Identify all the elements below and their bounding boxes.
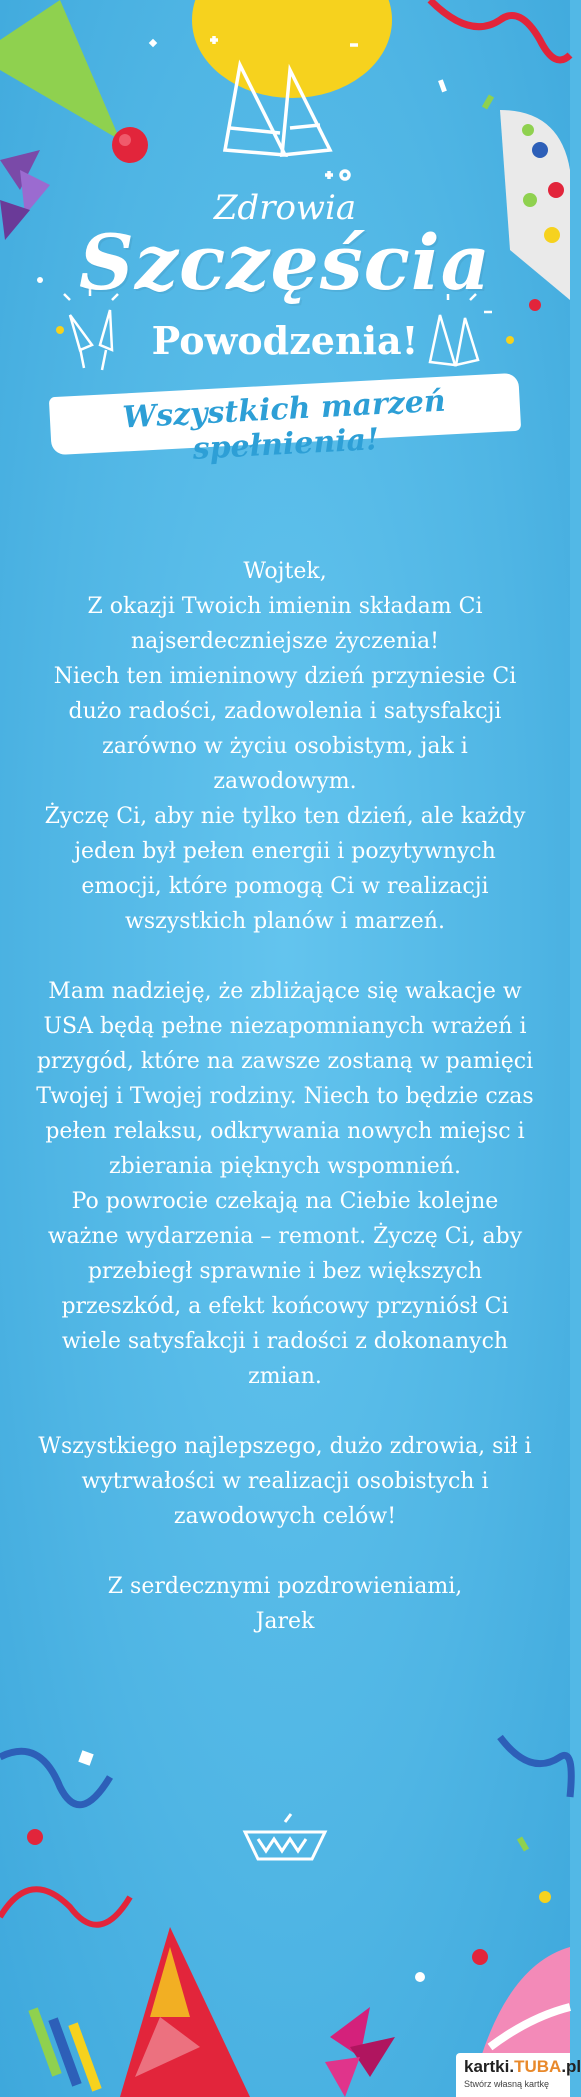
message-greeting: Wojtek, (243, 559, 327, 584)
message-paragraph: Po powrocie czekają na Ciebie kolejne ważne wydarzenia – remont. Życzę Ci, aby przebiegł sprawnie i bez większych przeszkód, a efekt końcowy przyniósł Ci wiele satysfakcji i radości z dokonanych zmian. (47, 1189, 523, 1389)
message-paragraph: Niech ten imieninowy dzień przyniesie Ci dużo radości, zadowolenia i satysfakcji zarówno w życiu osobistym, jak i zawodowym. (53, 664, 517, 794)
party-hat-icon (120, 1927, 250, 2097)
header-banner-text: Wszystkich marzeń spełnienia! (121, 383, 447, 467)
ribbon-icon (0, 1751, 110, 1804)
message-paragraph: Życzę Ci, aby nie tylko ten dzień, ale każdy jeden był pełen energii i pozytywnych emocji, które pomogą Ci w realizacji wszystkich planów i marzeń. (44, 804, 526, 934)
party-horn-icon (245, 1814, 325, 1859)
candles-icon (28, 2007, 101, 2091)
message-paragraph: Z okazji Twoich imienin składam Ci najserdeczniejsze życzenia! (87, 594, 483, 654)
header-line-zdrowia: Zdrowia (213, 188, 357, 228)
gift-bow-icon (325, 2007, 395, 2097)
brand-logo[interactable] (456, 2053, 581, 2097)
message-body (36, 554, 534, 1639)
ribbon-icon (430, 0, 570, 60)
balloon-icon (192, 0, 392, 98)
header-line-szczescia: Szczęścia (78, 218, 491, 307)
bottom-decorations (0, 1717, 570, 2097)
brand-logo-name: kartki.TUBA.pl (464, 2057, 581, 2076)
message-paragraph: Mam nadzieję, że zbliżające się wakacje w USA będą pełne niezapomnianych wrażeń i przygód, które na zawsze zostaną w pamięci Twojej i Twojej rodziny. Niech to będzie czas pełen relaksu, odkrywania nowych miejsc i zbierania pięknych wspomnień. (36, 979, 534, 1179)
message-closing: Z serdecznymi pozdrowieniami, (107, 1574, 463, 1599)
header-line-powodzenia: Powodzenia! (151, 318, 419, 363)
message-signature: Jarek (255, 1609, 315, 1634)
message-paragraph: Wszystkiego najlepszego, dużo zdrowia, sił i wytrwałości w realizacji osobistych i zawodowych celów! (38, 1434, 532, 1529)
party-hat-icon (0, 0, 120, 140)
brand-logo-tagline: Stwórz własną kartkę (464, 2079, 550, 2089)
